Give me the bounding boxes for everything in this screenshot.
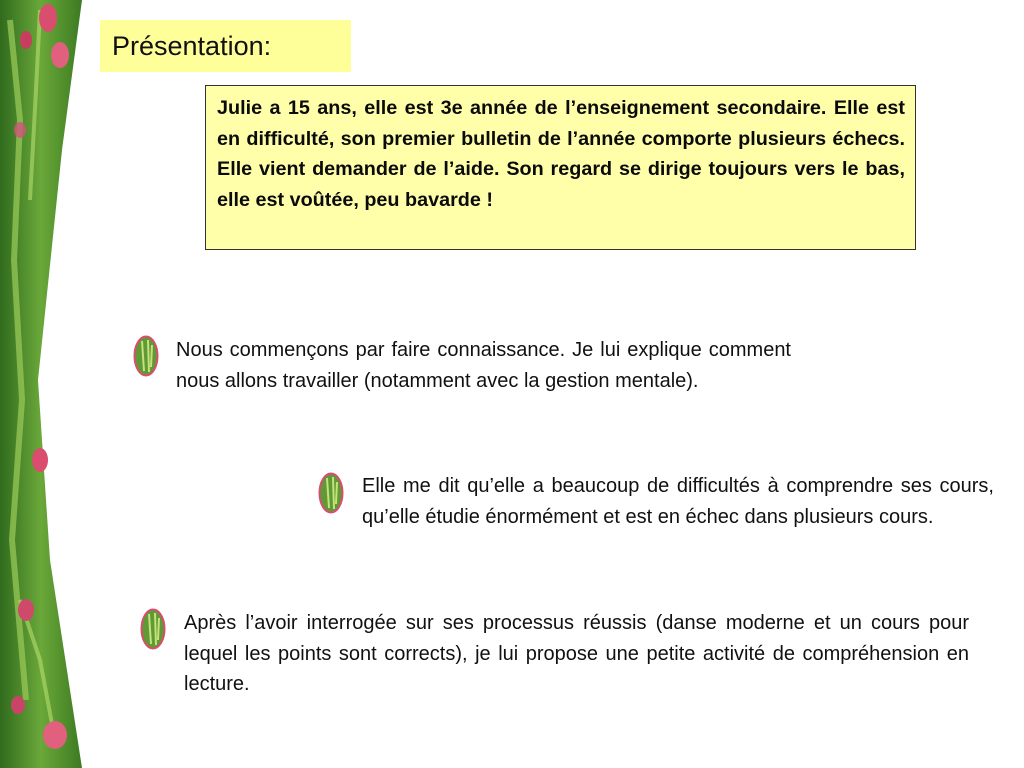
clover-bullet-icon xyxy=(133,335,159,377)
paragraph-1: Nous commençons par faire connaissance. Je lui explique comment nous allons travailler (notamment avec la gestion mentale). xyxy=(176,339,791,392)
clover-bullet-icon xyxy=(140,608,166,650)
flower-strip-decoration xyxy=(0,0,90,768)
clover-bullet-icon xyxy=(318,472,344,514)
intro-box: Julie a 15 ans, elle est 3e année de l’enseignement secondaire. Elle est en difficulté, son premier bulletin de l’année comporte plusieurs échecs. Elle vient demander de l’aide. Son regard se dirige toujours vers le bas, elle est voûtée, peu bavarde ! xyxy=(205,85,916,250)
paragraph-2: Elle me dit qu’elle a beaucoup de difficultés à comprendre ses cours, qu’elle étudie énormément et est en échec dans plusieurs cours. xyxy=(362,475,994,528)
slide-title: Présentation: xyxy=(100,20,351,72)
paragraph-3: Après l’avoir interrogée sur ses processus réussis (danse moderne et un cours pour lequel les points sont corrects), je lui propose une petite activité de compréhension en lecture. xyxy=(184,612,969,695)
